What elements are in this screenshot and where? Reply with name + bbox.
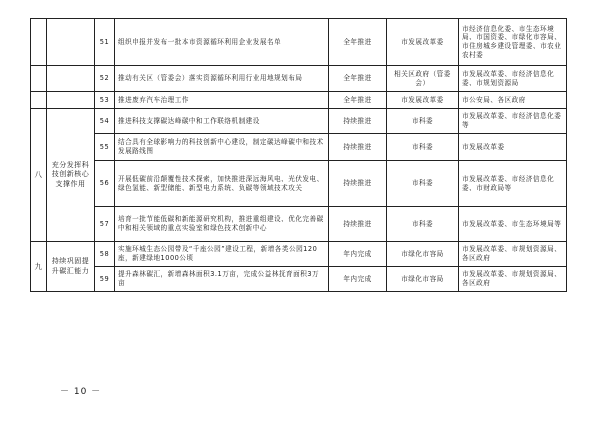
time-cell: 年内完成 [329, 242, 387, 267]
coop-units: 市发展改革委 [459, 134, 567, 161]
table-row [31, 92, 567, 109]
lead-unit: 市发展改革委 [387, 19, 459, 66]
task-table [30, 18, 567, 292]
time-cell: 持续推进 [329, 109, 387, 134]
coop-units: 市发展改革委、市经济信息化委、市规划资源局 [459, 66, 567, 92]
seq-cell [31, 19, 47, 66]
task-text: 实施环城生态公园带及“千座公园”建设工程，新增各类公园120座，新建绿地1000公顷 [115, 242, 329, 267]
page-number: － 10 － [60, 387, 102, 397]
row-number: 58 [95, 242, 115, 267]
lead-unit: 市科委 [387, 207, 459, 242]
table-row [31, 242, 567, 267]
task-text: 开展低碳前沿颠覆性技术探索，加快推进深远海风电、光伏发电、绿色氢能、新型储能、新型电力系统、负碳等领域技术攻关 [115, 161, 329, 207]
task-text: 组织申报并发布一批本市资源循环利用企业发展名单 [115, 19, 329, 66]
section-category: 持续巩固提升碳汇能力 [47, 242, 95, 292]
lead-unit: 市发展改革委 [387, 92, 459, 109]
row-number: 55 [95, 134, 115, 161]
lead-unit: 市科委 [387, 161, 459, 207]
table-row [31, 66, 567, 92]
coop-units: 市发展改革委、市经济信息化委、市财政局等 [459, 161, 567, 207]
coop-units: 市发展改革委、市经济信息化委等 [459, 109, 567, 134]
task-text: 推进科技支撑碳达峰碳中和工作联络机制建设 [115, 109, 329, 134]
row-number: 56 [95, 161, 115, 207]
task-text: 结合具有全球影响力的科技创新中心建设，制定碳达峰碳中和技术发展路线图 [115, 134, 329, 161]
lead-unit: 市科委 [387, 109, 459, 134]
task-text: 推动有关区（管委会）落实资源循环利用行业用地规划布局 [115, 66, 329, 92]
seq-cell [31, 66, 47, 92]
time-cell: 持续推进 [329, 207, 387, 242]
category-cell [47, 19, 95, 66]
table-row [31, 134, 567, 161]
lead-unit: 市科委 [387, 134, 459, 161]
time-cell: 全年推进 [329, 66, 387, 92]
time-cell: 全年推进 [329, 92, 387, 109]
task-text: 培育一批节能低碳和新能源研究机构，推进重组建设、优化完善碳中和相关领域的重点实验室和绿色技术创新中心 [115, 207, 329, 242]
table-row [31, 161, 567, 207]
task-text: 提升森林碳汇，新增森林面积3.1万亩，完成公益林抚育面积3万亩 [115, 267, 329, 292]
lead-unit: 相关区政府（管委会） [387, 66, 459, 92]
category-cell [47, 92, 95, 109]
row-number: 52 [95, 66, 115, 92]
table-row [31, 207, 567, 242]
coop-units: 市发展改革委、市生态环境局等 [459, 207, 567, 242]
row-number: 53 [95, 92, 115, 109]
section-number: 九 [31, 242, 47, 292]
coop-units: 市发展改革委、市规划资源局、各区政府 [459, 242, 567, 267]
coop-units: 市公安局、各区政府 [459, 92, 567, 109]
row-number: 59 [95, 267, 115, 292]
time-cell: 年内完成 [329, 267, 387, 292]
row-number: 51 [95, 19, 115, 66]
section-category: 充分发挥科技创新核心支撑作用 [47, 109, 95, 242]
table-row [31, 19, 567, 66]
time-cell: 全年推进 [329, 19, 387, 66]
table-row [31, 109, 567, 134]
time-cell: 持续推进 [329, 134, 387, 161]
table-row [31, 267, 567, 292]
seq-cell [31, 92, 47, 109]
lead-unit: 市绿化市容局 [387, 242, 459, 267]
category-cell [47, 66, 95, 92]
coop-units: 市发展改革委、市规划资源局、各区政府 [459, 267, 567, 292]
row-number: 57 [95, 207, 115, 242]
section-number: 八 [31, 109, 47, 242]
task-text: 推进废弃汽车治理工作 [115, 92, 329, 109]
time-cell: 持续推进 [329, 161, 387, 207]
lead-unit: 市绿化市容局 [387, 267, 459, 292]
coop-units: 市经济信息化委、市生态环境局、市国资委、市绿化市容局、市住房城乡建设管理委、市农业农村委 [459, 19, 567, 66]
row-number: 54 [95, 109, 115, 134]
